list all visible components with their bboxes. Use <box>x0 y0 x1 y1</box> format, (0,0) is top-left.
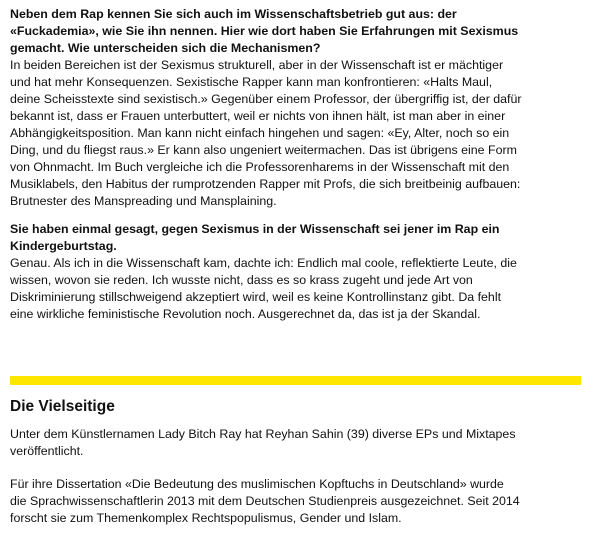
interview-answer: In beiden Bereichen ist der Sexismus strukturell, aber in der Wissenschaft ist er mächtiger und hat mehr Konsequenzen. Sexistische Rapper kann man konfrontieren: «Halts Maul, deine Scheisstexte sind sexistisch.» Gegenüber einem Professor, der übergriffig ist, der dafür bekannt ist, dass er Frauen unterbuttert, weil er nichts von ihnen hält, ist man aber in einer Abhängigkeitsposition. Man kann nicht einfach hingehen und sagen: «Ey, Alter, noch so ein Ding, und du fliegst raus.» Er kann also ungeniert weitermachen. Das ist übrigens eine Form von Ohnmacht. Im Buch vergleiche ich die Professorenharems in der Wissenschaft mit den Musiklabels, den Habitus der rumprotzenden Rapper mit Profs, die sich breitbeinig aufbauen: Brutnester des Manspreading und Mansplaining. <box>10 58 522 208</box>
interview-article <box>10 6 588 323</box>
interview-block-1 <box>10 6 588 210</box>
info-box <box>10 397 588 527</box>
interview-question: Sie haben einmal gesagt, gegen Sexismus in der Wissenschaft sei jener im Rap ein Kindergeburtstag. <box>10 222 500 253</box>
interview-question: Neben dem Rap kennen Sie sich auch im Wissenschaftsbetrieb gut aus: der «Fuckademia», wie Sie ihn nennen. Hier wie dort haben Sie Erfahrungen mit Sexismus gemacht. Wie unterscheiden sich die Mechanismen? <box>10 7 519 55</box>
info-box-paragraph: Unter dem Künstlernamen Lady Bitch Ray hat Reyhan Sahin (39) diverse EPs und Mixtapes veröffentlicht. <box>10 427 516 458</box>
interview-block-2 <box>10 221 588 323</box>
yellow-divider <box>10 376 581 385</box>
interview-answer: Genau. Als ich in die Wissenschaft kam, dachte ich: Endlich mal coole, reflektierte Leute, die wissen, wovon sie reden. Ich wusste nicht, dass es so krass zugeht und jede Art von Diskriminierung stillschweigend akzeptiert wird, weil es keine Kontrollinstanz gibt. Da fehlt eine wirkliche feministische Revolution noch. Ausgerechnet da, das ist ja der Skandal. <box>10 256 517 321</box>
info-box-paragraph: Für ihre Dissertation «Die Bedeutung des muslimischen Kopftuchs in Deutschland» wurde die Sprachwissenschaftlerin 2013 mit dem Deutschen Studienpreis ausgezeichnet. Seit 2014 forscht sie zum Themenkomplex Rechtspopulismus, Gender und Islam. <box>10 477 520 525</box>
info-box-title: Die Vielseitige <box>10 398 115 415</box>
